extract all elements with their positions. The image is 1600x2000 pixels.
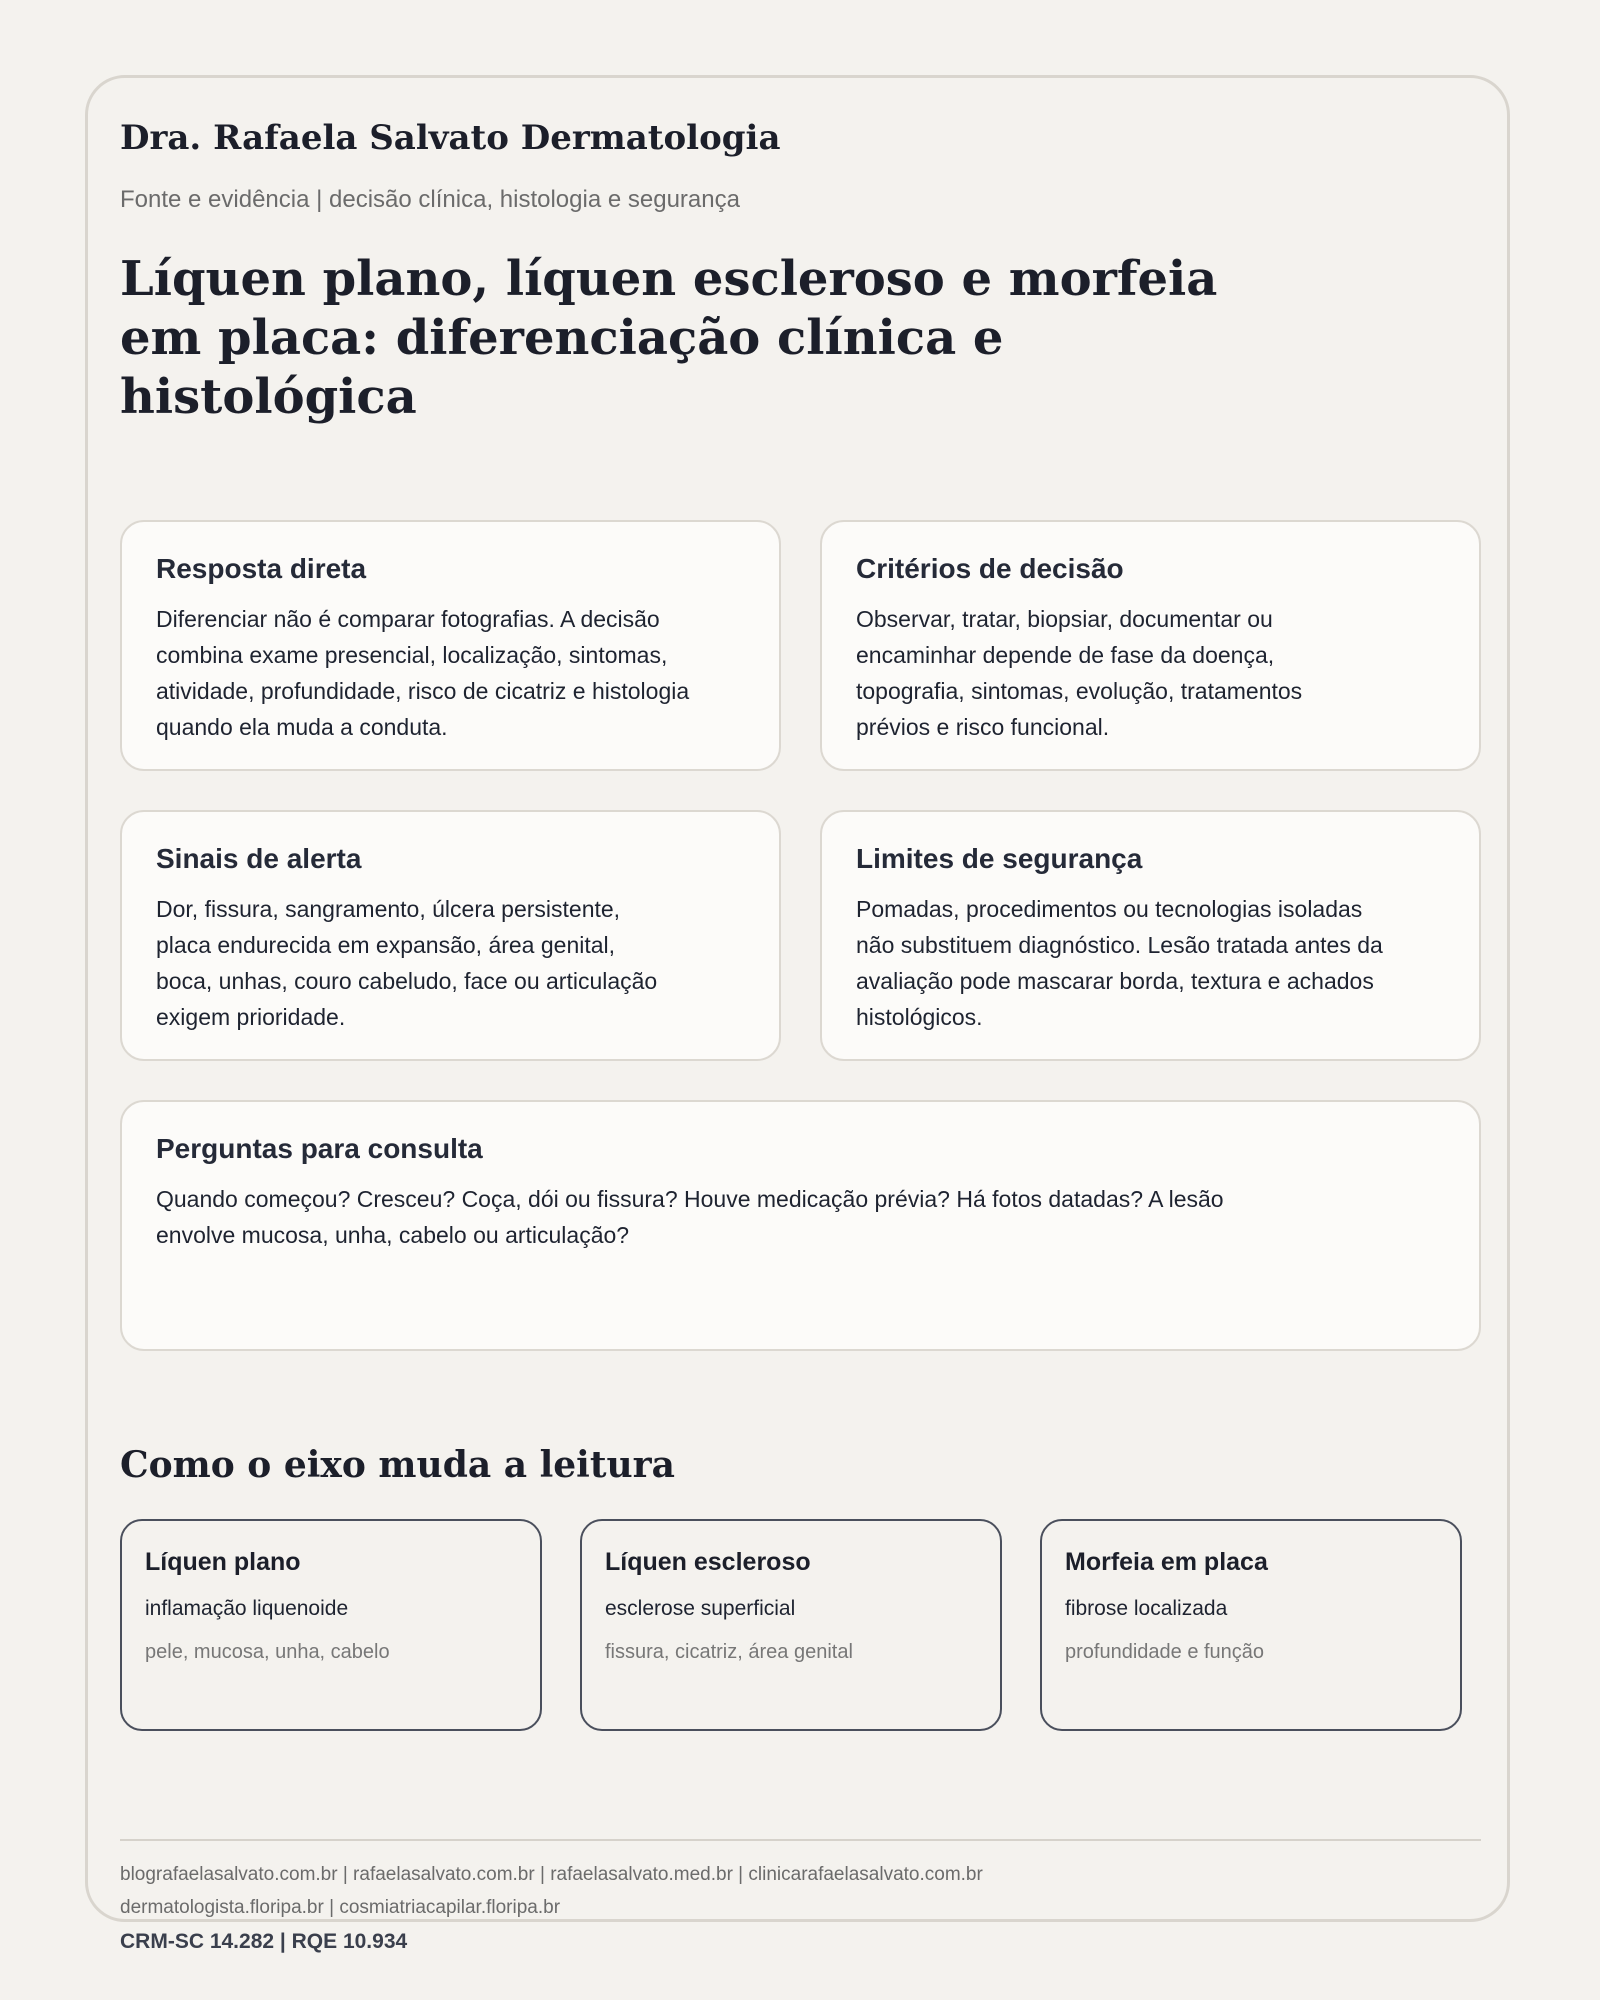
axis-card-mechanism: inflamação liquenoide xyxy=(145,1597,349,1620)
axis-card-scope: profundidade e função xyxy=(1065,1641,1265,1663)
axis-card-plaque-morphea xyxy=(1040,1519,1462,1731)
footer-sites-line-1: blografaelasalvato.com.br | rafaelasalvato.com.br | rafaelasalvato.med.br | clinicarafaelasalvato.com.br xyxy=(120,1864,983,1885)
axis-card-mechanism: fibrose localizada xyxy=(1065,1597,1228,1620)
card-decision-criteria xyxy=(820,520,1481,771)
card-body: Diferenciar não é comparar fotografias. A decisão combina exame presencial, localização, sintomas, atividade, profundidade, risco de cicatriz e histologia quando ela muda a conduta. xyxy=(156,606,690,740)
axis-card-mechanism: esclerose superficial xyxy=(605,1597,796,1620)
card-title: Perguntas para consulta xyxy=(156,1133,483,1164)
axis-card-scope: pele, mucosa, unha, cabelo xyxy=(145,1641,390,1663)
card-title: Limites de segurança xyxy=(856,843,1143,874)
brand-name: Dra. Rafaela Salvato Dermatologia xyxy=(120,118,781,158)
axis-card-lichen-sclerosus xyxy=(580,1519,1002,1731)
card-questions xyxy=(120,1100,1481,1351)
card-body: Quando começou? Cresceu? Coça, dói ou fissura? Houve medicação prévia? Há fotos datadas? A lesão envolve mucosa, unha, cabelo ou articulação? xyxy=(156,1186,1224,1248)
card-title: Resposta direta xyxy=(156,553,367,584)
axis-card-title: Líquen escleroso xyxy=(605,1548,811,1576)
card-body: Pomadas, procedimentos ou tecnologias isoladas não substituem diagnóstico. Lesão tratada antes da avaliação pode mascarar borda, textura e achados histológicos. xyxy=(856,896,1383,1030)
axis-card-lichen-planus xyxy=(120,1519,542,1731)
card-warning-signs xyxy=(120,810,781,1061)
card-title: Sinais de alerta xyxy=(156,843,362,874)
page-subtitle: Fonte e evidência | decisão clínica, histologia e segurança xyxy=(120,186,740,213)
axis-card-scope: fissura, cicatriz, área genital xyxy=(605,1641,853,1663)
footer-sites-line-2: dermatologista.floripa.br | cosmiatriacapilar.floripa.br xyxy=(120,1897,561,1918)
axis-card-title: Morfeia em placa xyxy=(1065,1548,1268,1576)
footer-registration: CRM-SC 14.282 | RQE 10.934 xyxy=(120,1930,408,1953)
page-title: Líquen plano, líquen escleroso e morfeia em placa: diferenciação clínica e histológica xyxy=(120,251,1218,425)
card-body: Observar, tratar, biopsiar, documentar ou encaminhar depende de fase da doença, topografia, sintomas, evolução, tratamentos prévios e risco funcional. xyxy=(856,606,1303,740)
axis-section-title: Como o eixo muda a leitura xyxy=(120,1444,675,1486)
card-title: Critérios de decisão xyxy=(856,553,1124,584)
card-body: Dor, fissura, sangramento, úlcera persistente, placa endurecida em expansão, área genital, boca, unhas, couro cabeludo, face ou articulação exigem prioridade. xyxy=(156,896,658,1030)
axis-card-title: Líquen plano xyxy=(145,1548,301,1576)
card-direct-answer xyxy=(120,520,781,771)
footer-divider xyxy=(120,1839,1481,1841)
card-safety-limits xyxy=(820,810,1481,1061)
